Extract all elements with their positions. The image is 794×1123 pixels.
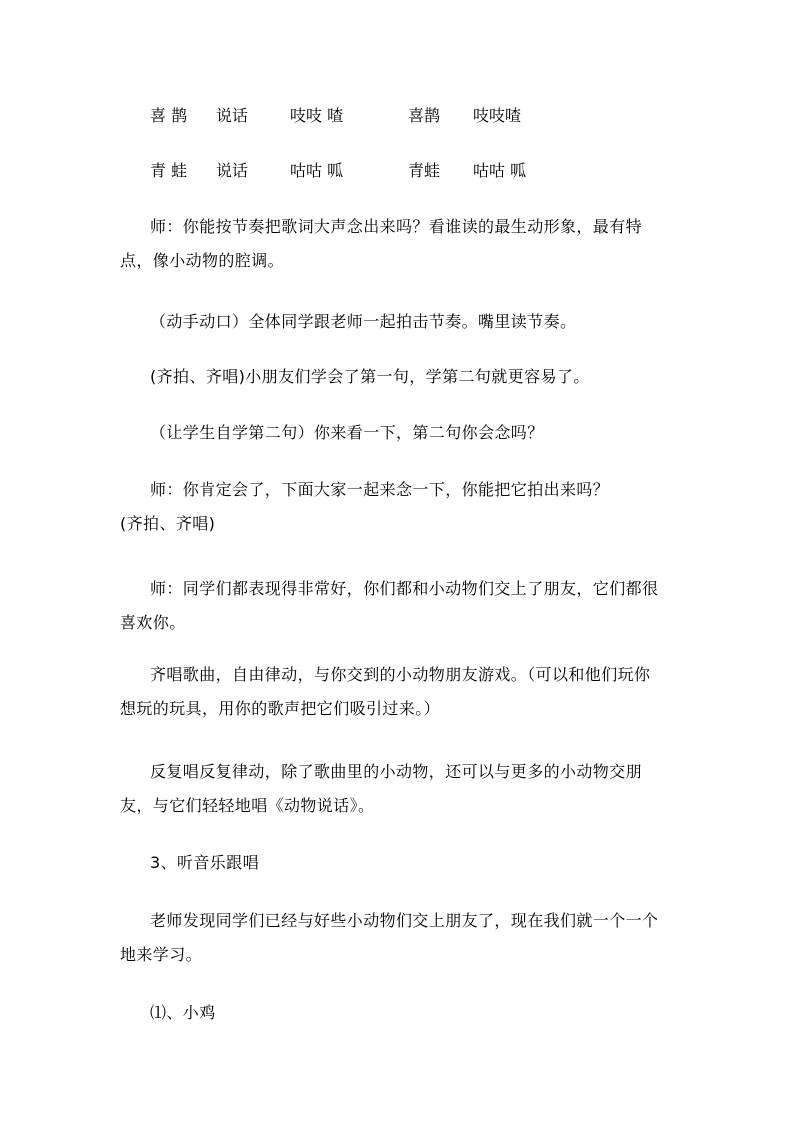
verb-label: 说话: [216, 161, 249, 180]
animal-name: 喜 鹊: [150, 106, 188, 125]
instruction-paragraph: （动手动口）全体同学跟老师一起拍击节奏。嘴里读节奏。: [150, 312, 577, 331]
section-heading: 3、听音乐跟唱: [150, 853, 259, 872]
animal-name: 青 蛙: [150, 161, 188, 180]
instruction-paragraph: (齐拍、齐唱)小朋友们学会了第一句，学第二句就更容易了。: [150, 367, 590, 386]
sound-label: 吱吱 喳: [290, 106, 344, 125]
sound-label: 咕咕 呱: [473, 161, 527, 180]
intro-paragraph: 老师发现同学们已经与好些小动物们交上朋友了，现在我们就一个一个地来学习。: [120, 911, 659, 964]
sound-label: 咕咕 呱: [290, 161, 344, 180]
activity-paragraph: 反复唱反复律动，除了歌曲里的小动物，还可以与更多的小动物交朋友，与它们轻轻地唱《动物说话》。: [120, 762, 643, 815]
teacher-praise-paragraph: 师：同学们都表现得非常好，你们都和小动物们交上了朋友，它们都很喜欢你。: [120, 579, 659, 632]
teacher-question-paragraph: 师：你肯定会了，下面大家一起来念一下，你能把它拍出来吗？ (齐拍、齐唱): [120, 480, 643, 533]
animal-name: 青蛙: [408, 161, 441, 180]
animal-name: 喜鹊: [408, 106, 441, 125]
activity-paragraph: 齐唱歌曲，自由律动，与你交到的小动物朋友游戏。（可以和他们玩你想玩的玩具，用你的歌声把它们吸引过来。）: [120, 665, 651, 718]
sound-label: 吱吱喳: [473, 106, 522, 125]
verb-label: 说话: [216, 106, 249, 125]
subsection-heading: ⑴、小鸡: [150, 1003, 216, 1022]
instruction-paragraph: （让学生自学第二句）你来看一下，第二句你会念吗？: [150, 423, 544, 442]
teacher-question-paragraph: 师：你能按节奏把歌词大声念出来吗？看谁读的最生动形象，最有特点，像小动物的腔调。: [120, 217, 643, 270]
